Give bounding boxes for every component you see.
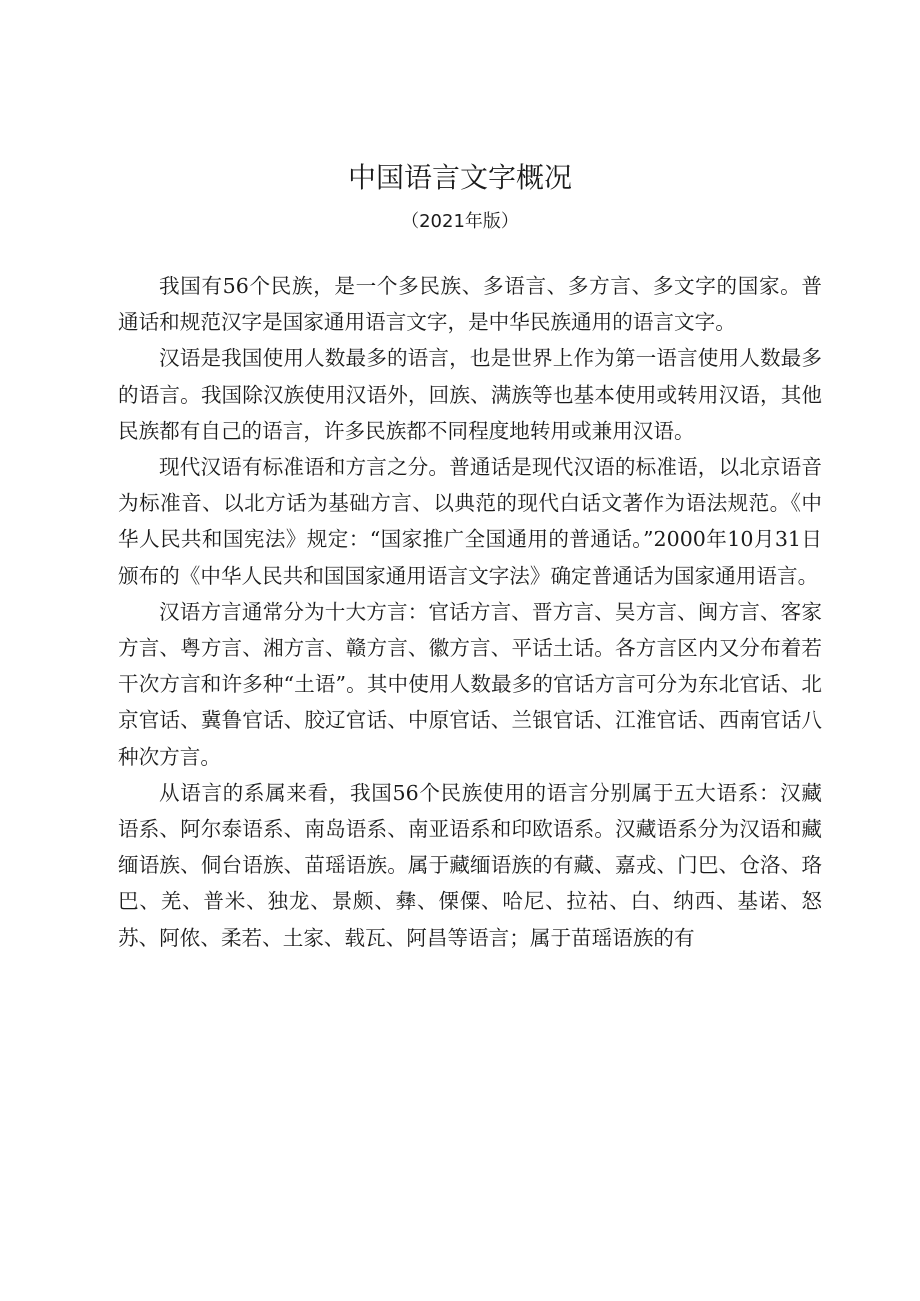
paragraph-5: 从语言的系属来看，我国56个民族使用的语言分别属于五大语系：汉藏语系、阿尔泰语系、南岛语系、南亚语系和印欧语系。汉藏语系分为汉语和藏缅语族、侗台语族、苗瑶语族。属于藏缅语族的有藏、嘉戎、门巴、仓洛、珞巴、羌、普米、独龙、景颇、彝、傈僳、哈尼、拉祜、白、纳西、基诺、怒苏、阿侬、柔若、土家、载瓦、阿昌等语言；属于苗瑶语族的有 <box>118 780 822 950</box>
document-title: 中国语言文字概况 <box>347 161 572 194</box>
paragraph-3: 现代汉语有标准语和方言之分。普通话是现代汉语的标准语，以北京语音为标准音、以北方话为基础方言、以典范的现代白话文著作为语法规范。《中华人民共和国宪法》规定：“国家推广全国通用的普通话。”2000年10月31日颁布的《中华人民共和国国家通用语言文字法》确定普通话为国家通用语言。 <box>118 455 822 588</box>
document-body <box>118 268 822 956</box>
document-subtitle: （2021年版） <box>401 211 519 232</box>
paragraph-1: 我国有56个民族，是一个多民族、多语言、多方言、多文字的国家。普通话和规范汉字是国家通用语言文字，是中华民族通用的语言文字。 <box>118 274 822 335</box>
paragraph-2: 汉语是我国使用人数最多的语言，也是世界上作为第一语言使用人数最多的语言。我国除汉族使用汉语外，回族、满族等也基本使用或转用汉语，其他民族都有自己的语言，许多民族都不同程度地转用或兼用汉语。 <box>118 346 822 443</box>
paragraph-4: 汉语方言通常分为十大方言：官话方言、晋方言、吴方言、闽方言、客家方言、粤方言、湘方言、赣方言、徽方言、平话土话。各方言区内又分布着若干次方言和许多种“土语”。其中使用人数最多的官话方言可分为东北官话、北京官话、冀鲁官话、胶辽官话、中原官话、兰银官话、江淮官话、西南官话八种次方言。 <box>118 599 822 769</box>
